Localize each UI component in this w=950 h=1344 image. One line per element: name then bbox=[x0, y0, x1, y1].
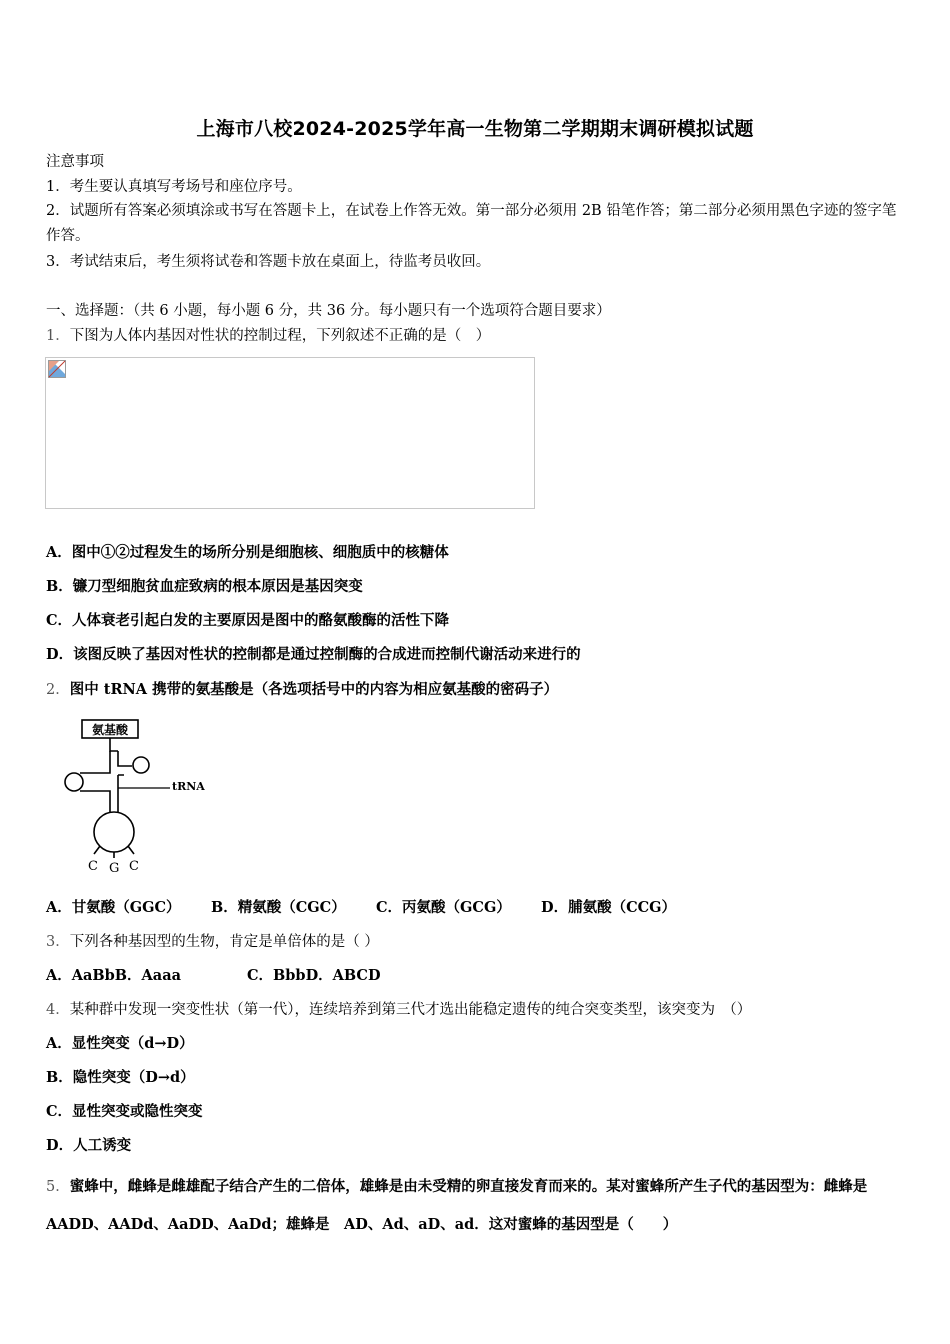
anticodon-base-3: C bbox=[129, 859, 139, 874]
notice-item-3: 3．考试结束后，考生须将试卷和答题卡放在桌面上，待监考员收回。 bbox=[46, 254, 491, 270]
acceptor-stem bbox=[110, 738, 118, 751]
question-5 bbox=[46, 1168, 908, 1243]
question-1 bbox=[46, 326, 908, 346]
q1-option-b: B．镰刀型细胞贫血症致病的根本原因是基因突变 bbox=[46, 578, 363, 595]
q2-option-d: D．脯氨酸（CCG） bbox=[541, 899, 677, 916]
q4-option-c: C．显性突变或隐性突变 bbox=[46, 1103, 203, 1120]
notice-item-2: 2．试题所有答案必须填涂或书写在答题卡上，在试卷上作答无效。第一部分必须用 2B 铅笔作答；第二部分必须用黑色字迹的签字笔作答。 bbox=[46, 203, 897, 244]
question-number: 2． bbox=[46, 682, 70, 698]
amino-acid-label: 氨基酸 bbox=[91, 723, 129, 737]
question-2 bbox=[46, 680, 908, 700]
notice-heading: 注意事项 bbox=[46, 154, 104, 170]
question-number: 1． bbox=[46, 328, 70, 344]
question-stem: 图中 tRNA 携带的氨基酸是（各选项括号中的内容为相应氨基酸的密码子） bbox=[69, 681, 559, 698]
question-number: 5． bbox=[46, 1179, 70, 1195]
q1-option-a: A．图中①②过程发生的场所分别是细胞核、细胞质中的核糖体 bbox=[46, 544, 449, 561]
page-title: 上海市八校2024-2025学年高一生物第二学期期末调研模拟试题 bbox=[196, 118, 754, 140]
broken-image-icon bbox=[48, 360, 66, 378]
trna-diagram bbox=[62, 718, 222, 878]
question-stem: 某种群中发现一突变性状（第一代），连续培养到第三代才选出能稳定遗传的纯合突变类型，该突变为 （） bbox=[69, 1002, 752, 1018]
question-4 bbox=[46, 1000, 908, 1020]
q4-option-b: B．隐性突变（D→d） bbox=[46, 1069, 195, 1086]
trna-label: tRNA bbox=[172, 780, 205, 793]
q3-options bbox=[46, 966, 908, 986]
question-stem: 下图为人体内基因对性状的控制过程，下列叙述不正确的是（ ） bbox=[69, 328, 491, 344]
t-loop bbox=[133, 757, 149, 773]
anticodon-base-1: C bbox=[88, 859, 98, 874]
section-heading: 一、选择题：（共 6 小题，每小题 6 分，共 36 分。每小题只有一个选项符合题目要求） bbox=[46, 303, 611, 319]
question-3 bbox=[46, 932, 908, 952]
q3-option-ab: A．AaBbB．Aaaa bbox=[46, 967, 181, 984]
q2-option-a: A．甘氨酸（GGC） bbox=[46, 899, 181, 916]
d-loop bbox=[65, 773, 83, 791]
question-number: 4． bbox=[46, 1002, 70, 1018]
q1-option-d: D．该图反映了基因对性状的控制都是通过控制酶的合成进而控制代谢活动来进行的 bbox=[46, 646, 581, 663]
question-stem: 下列各种基因型的生物，肯定是单倍体的是（ ） bbox=[69, 934, 379, 950]
q2-option-b: B．精氨酸（CGC） bbox=[211, 899, 346, 916]
q4-option-a: A．显性突变（d→D） bbox=[46, 1035, 194, 1052]
q2-options bbox=[46, 898, 908, 918]
q4-option-d: D．人工诱变 bbox=[46, 1137, 132, 1154]
q1-option-c: C．人体衰老引起白发的主要原因是图中的酪氨酸酶的活性下降 bbox=[46, 612, 450, 629]
figure-placeholder bbox=[45, 357, 535, 509]
q2-option-c: C．丙氨酸（GCG） bbox=[376, 899, 511, 916]
anticodon-base-2: G bbox=[109, 861, 120, 876]
q3-option-cd: C．BbbD．ABCD bbox=[247, 967, 381, 984]
notice-item-1: 1．考生要认真填写考场号和座位序号。 bbox=[46, 179, 302, 195]
question-number: 3． bbox=[46, 934, 70, 950]
question-stem: 蜜蜂中，雌蜂是雌雄配子结合产生的二倍体，雄蜂是由未受精的卵直接发育而来的。某对蜜蜂所产生子代的基因型为：雌蜂是 AADD、AADd、AaDD、AaDd；雄蜂是 AD、Ad、aD、ad．这对蜜蜂的基因型是（ ） bbox=[46, 1178, 882, 1233]
